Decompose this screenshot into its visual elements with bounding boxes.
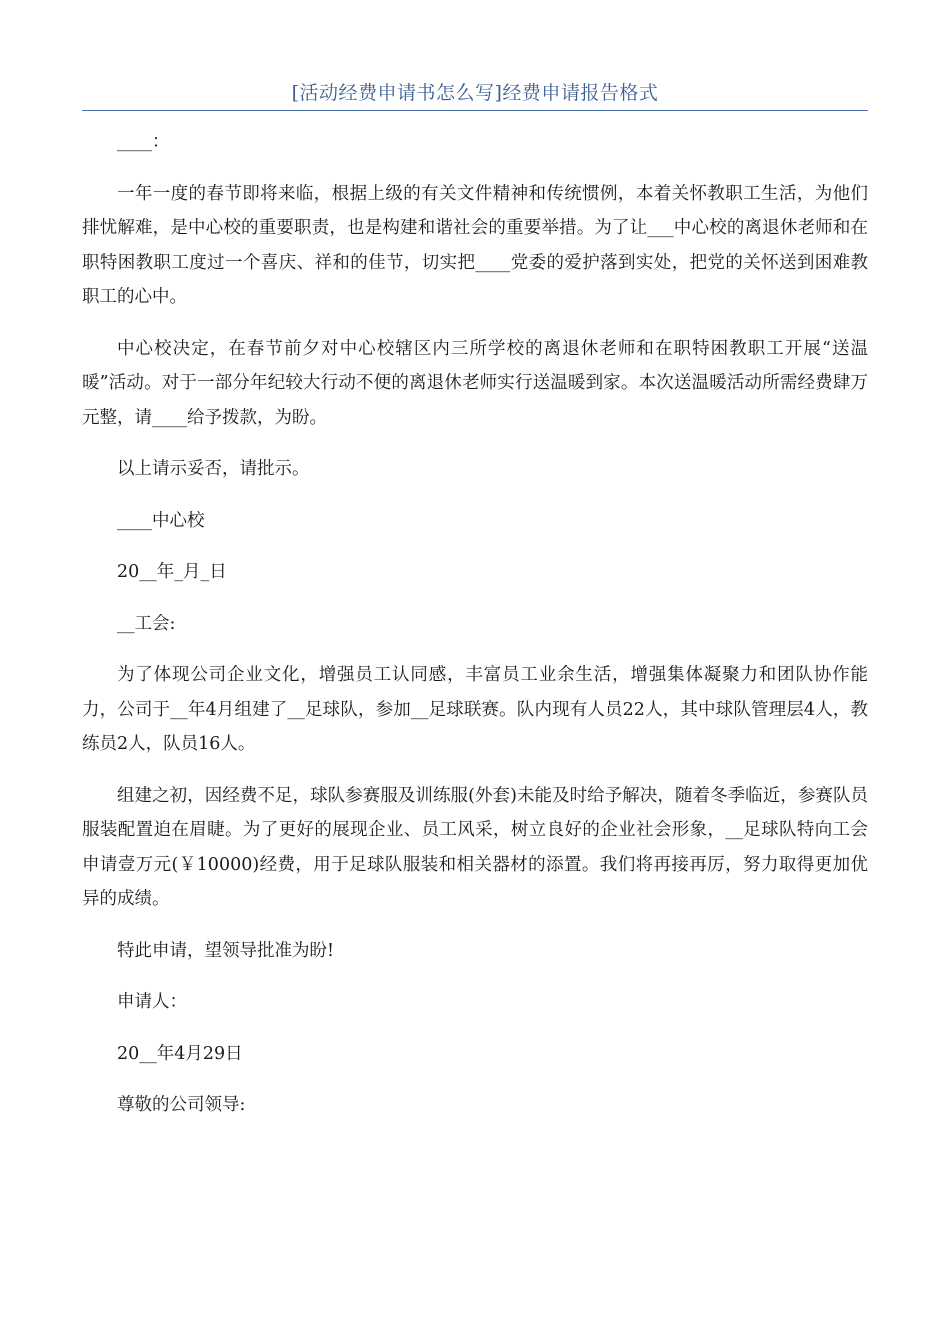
date-paragraph: 20__年4月29日 xyxy=(117,1043,243,1064)
closing-paragraph: 以上请示妥否，请批示。 xyxy=(117,459,310,479)
closing-paragraph: 特此申请，望领导批准为盼! xyxy=(117,940,335,961)
body-paragraph: 组建之初，因经费不足，球队参赛服及训练服(外套)未能及时给予解决，随着冬季临近，参赛队员服装配置迫在眉睫。为了更好的展现企业、员工风采，树立良好的企业社会形象，__足球队特向工会申请壹万元(￥10000)经费，用于足球队服装和相关器材的添置。我们将再接再厉，努力取得更加优异的成绩。 xyxy=(82,785,868,909)
signature-paragraph: ____中心校 xyxy=(117,510,205,531)
salutation-paragraph: 尊敬的公司领导: xyxy=(117,1095,246,1115)
salutation-paragraph: ____： xyxy=(117,132,170,152)
salutation-paragraph: __工会: xyxy=(117,613,176,634)
body-paragraph: 一年一度的春节即将来临，根据上级的有关文件精神和传统惯例，本着关怀教职工生活，为他们排忧解难，是中心校的重要职责，也是构建和谐社会的重要举措。为了让___中心校的离退休老师和在职特困教职工度过一个喜庆、祥和的佳节，切实把____党委的爱护落到实处，把党的关怀送到困难教职工的心中。 xyxy=(82,183,868,307)
document-body xyxy=(82,125,868,1123)
applicant-paragraph: 申请人： xyxy=(117,992,187,1012)
document-title: [活动经费申请书怎么写]经费申请报告格式 xyxy=(291,82,659,104)
page-header xyxy=(82,80,868,111)
date-paragraph: 20__年_月_日 xyxy=(117,562,227,582)
body-paragraph: 中心校决定，在春节前夕对中心校辖区内三所学校的离退休老师和在职特困教职工开展“送温暖”活动。对于一部分年纪较大行动不便的离退休老师实行送温暖到家。本次送温暖活动所需经费肆万元整，请____给予拨款，为盼。 xyxy=(82,338,868,428)
body-paragraph: 为了体现公司企业文化，增强员工认同感，丰富员工业余生活，增强集体凝聚力和团队协作能力，公司于__年4月组建了__足球队，参加__足球联赛。队内现有人员22人，其中球队管理层4人，教练员2人，队员16人。 xyxy=(82,665,868,754)
